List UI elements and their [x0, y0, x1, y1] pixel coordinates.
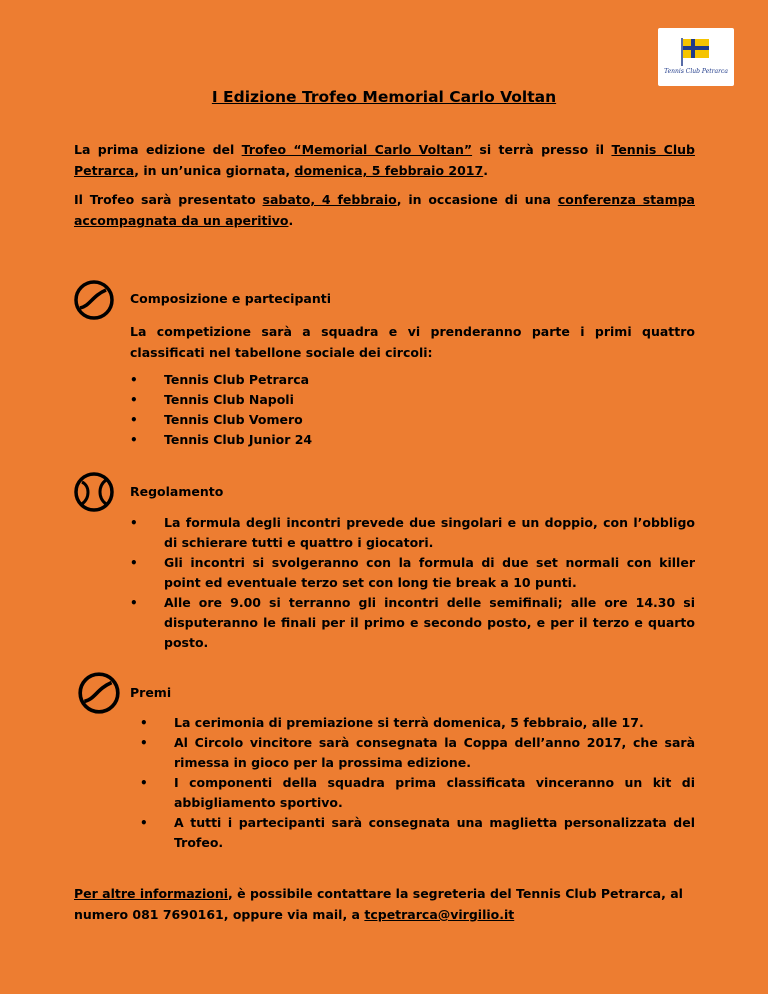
contact-info — [74, 883, 699, 925]
intro-text: Il Trofeo sarà presentato — [74, 192, 263, 207]
flag-logo-icon — [680, 36, 712, 66]
info-label: Per altre informazioni — [74, 886, 229, 901]
composizione-text: La competizione sarà a squadra e vi prenderanno parte i primi quattro classificati nel tabellone sociale dei circoli: — [130, 324, 695, 360]
intro-text: La prima edizione del — [74, 142, 242, 157]
list-item: • La formula degli incontri prevede due singolari e un doppio, con l’obbligo di schierare tutti e quattro i giocatori. — [130, 513, 695, 553]
list-item: • Gli incontri si svolgeranno con la formula di due set normali con killer point ed eventuale terzo set con long tie break a 10 punti. — [130, 553, 695, 593]
rules-list — [130, 513, 695, 653]
list-item: • La cerimonia di premiazione si terrà domenica, 5 febbraio, alle 17. — [140, 713, 695, 733]
logo-caption: Tennis Club Petrarca — [664, 68, 728, 75]
email-link[interactable]: tcpetrarca@virgilio.it — [364, 907, 515, 922]
event-date: domenica, 5 febbraio 2017 — [294, 163, 484, 178]
intro-text: , in occasione di una — [396, 192, 558, 207]
presentation-date: sabato, 4 febbraio — [262, 192, 397, 207]
intro-text: si terrà presso il — [472, 142, 612, 157]
prizes-list — [140, 713, 695, 853]
section-heading-premi: Premi — [130, 685, 172, 700]
club-name: Tennis Club Petrarca — [74, 142, 695, 178]
page-title: I Edizione Trofeo Memorial Carlo Voltan — [211, 88, 557, 106]
list-item: • Tennis Club Napoli — [130, 390, 695, 410]
tennis-ball-icon — [76, 670, 122, 716]
tennis-ball-icon — [72, 470, 116, 514]
contact-text: , è possibile contattare la segreteria del Tennis Club Petrarca, al numero 081 7690161, oppure via mail, a — [74, 886, 683, 922]
intro-paragraph-2 — [74, 189, 695, 231]
section-heading-regolamento: Regolamento — [130, 484, 224, 499]
trophy-name: Trofeo “Memorial Carlo Voltan” — [241, 142, 473, 157]
clubs-list — [130, 370, 695, 450]
tennis-ball-icon — [72, 278, 116, 322]
list-item: • Al Circolo vincitore sarà consegnata la Coppa dell’anno 2017, che sarà rimessa in gioco per la prossima edizione. — [140, 733, 695, 773]
list-item: • Alle ore 9.00 si terranno gli incontri delle semifinali; alle ore 14.30 si disputeranno le finali per il primo e secondo posto, e per il terzo e quarto posto. — [130, 593, 695, 653]
intro-paragraph-1 — [74, 139, 695, 181]
intro-text: . — [288, 213, 294, 228]
list-item: • A tutti i partecipanti sarà consegnata una maglietta personalizzata del Trofeo. — [140, 813, 695, 853]
section-heading-composizione: Composizione e partecipanti — [130, 291, 331, 306]
club-logo — [658, 28, 734, 86]
press-conference: conferenza stampa accompagnata da un aperitivo — [74, 192, 695, 228]
list-item: • Tennis Club Junior 24 — [130, 430, 695, 450]
list-item: • Tennis Club Vomero — [130, 410, 695, 430]
intro-text: . — [483, 163, 488, 178]
intro-text: , in un’unica giornata, — [134, 163, 295, 178]
list-item: • Tennis Club Petrarca — [130, 370, 695, 390]
list-item: • I componenti della squadra prima classificata vinceranno un kit di abbigliamento sportivo. — [140, 773, 695, 813]
